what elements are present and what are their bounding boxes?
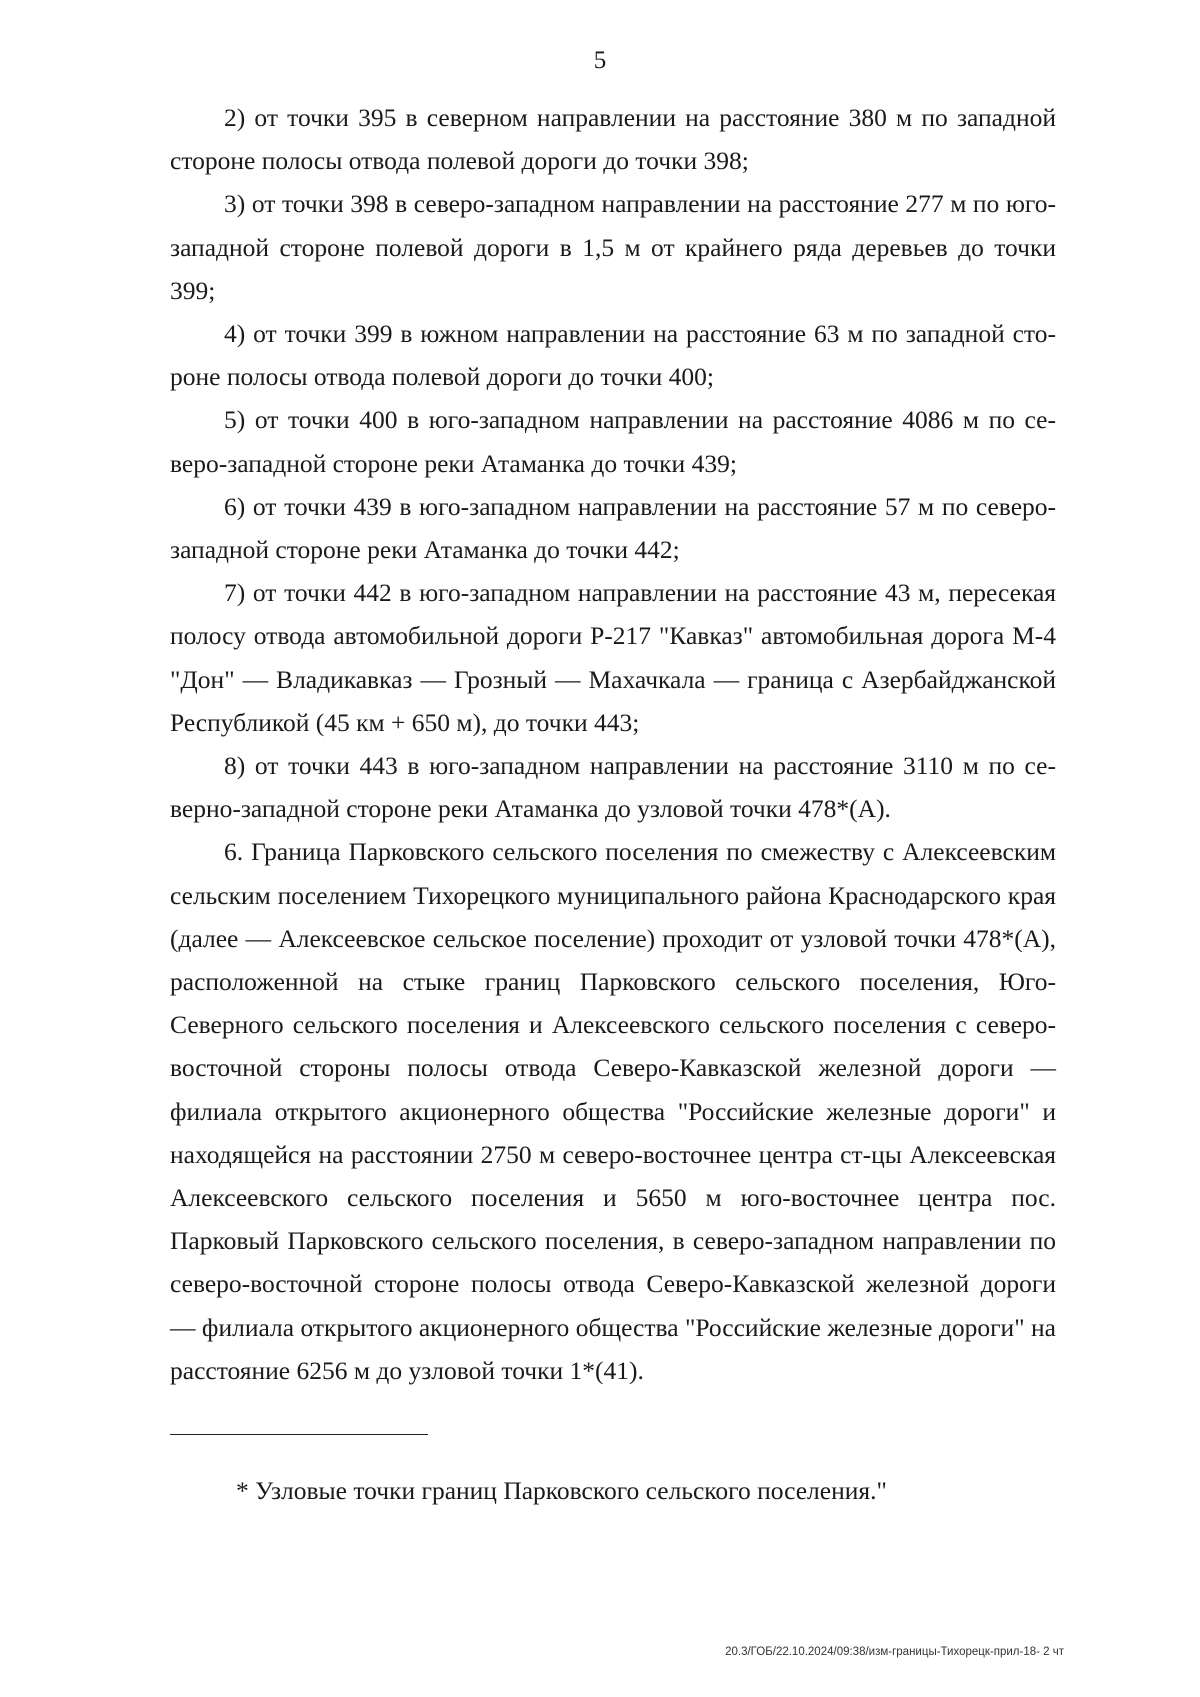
paragraph-item-6: 6) от точки 439 в юго-западном направлении на расстояние 57 м по северо-западной стороне реки Атаманка до точки 442; — [170, 491, 1056, 565]
paragraph-item-7: 7) от точки 442 в юго-западном направлении на расстояние 43 м, пересекая полосу отвода автомобильной дороги Р-217 "Кавказ" автомобильная дорога М-4 "Дон" — Владикавказ — Грозный — Махачкала — граница с Азербайджанской Республикой (45 км + 650 м), до точки 443; — [170, 578, 1056, 737]
document-body — [170, 96, 1056, 1392]
footnote: * Узловые точки границ Парковского сельского поселения." — [236, 1476, 887, 1505]
paragraph-item-2: 2) от точки 395 в северном направлении на расстояние 380 м по западной стороне полосы отвода полевой дороги до точки 398; — [170, 103, 1056, 176]
paragraph-item-5: 5) от точки 400 в юго-западном направлении на расстояние 4086 м по северо-западной стороне реки Атаманка до точки 439; — [170, 405, 1056, 478]
document-code: 20.3/ГОБ/22.10.2024/09:38/изм-границы-Тихорецк-прил-18- 2 чт — [725, 1646, 1064, 1658]
paragraph-item-8: 8) от точки 443 в юго-западном направлении на расстояние 3110 м по северно-западной стороне реки Атаманка до узловой точки 478*(А). — [170, 751, 1056, 824]
paragraph-item-3: 3) от точки 398 в северо-западном направлении на расстояние 277 м по юго-западной стороне полевой дороги в 1,5 м от крайнего ряда деревьев до точки 399; — [170, 189, 1056, 305]
footnote-separator — [170, 1434, 428, 1435]
paragraph-item-4: 4) от точки 399 в южном направлении на расстояние 63 м по западной стороне полосы отвода полевой дороги до точки 400; — [170, 319, 1056, 392]
paragraph-section-6: 6. Граница Парковского сельского поселения по смежеству с Алексеевским сельским поселением Тихорецкого муниципального района Краснодарского края (далее — Алексеевское сельское поселение) проходит от узловой точки 478*(А), расположенной на стыке границ Парковского сельского поселения, Юго-Северного сельского поселения и Алексеевского сельского поселения с северо-восточной стороны полосы отвода Северо-Кавказской железной дороги — филиала открытого акционерного общества "Российские железные дороги" и находящейся на расстоянии 2750 м северо-восточнее центра ст-цы Алексеевская Алексеевского сельского поселения и 5650 м юго-восточнее центра пос. Парковый Парковского сельского поселения, в северо-западном направлении по северо-восточной стороне полосы отвода Северо-Кавказской железной дороги — филиала открытого акционерного общества "Российские железные дороги" на расстояние 6256 м до узловой точки 1*(41). — [170, 837, 1056, 1385]
page-number: 5 — [593, 47, 607, 74]
